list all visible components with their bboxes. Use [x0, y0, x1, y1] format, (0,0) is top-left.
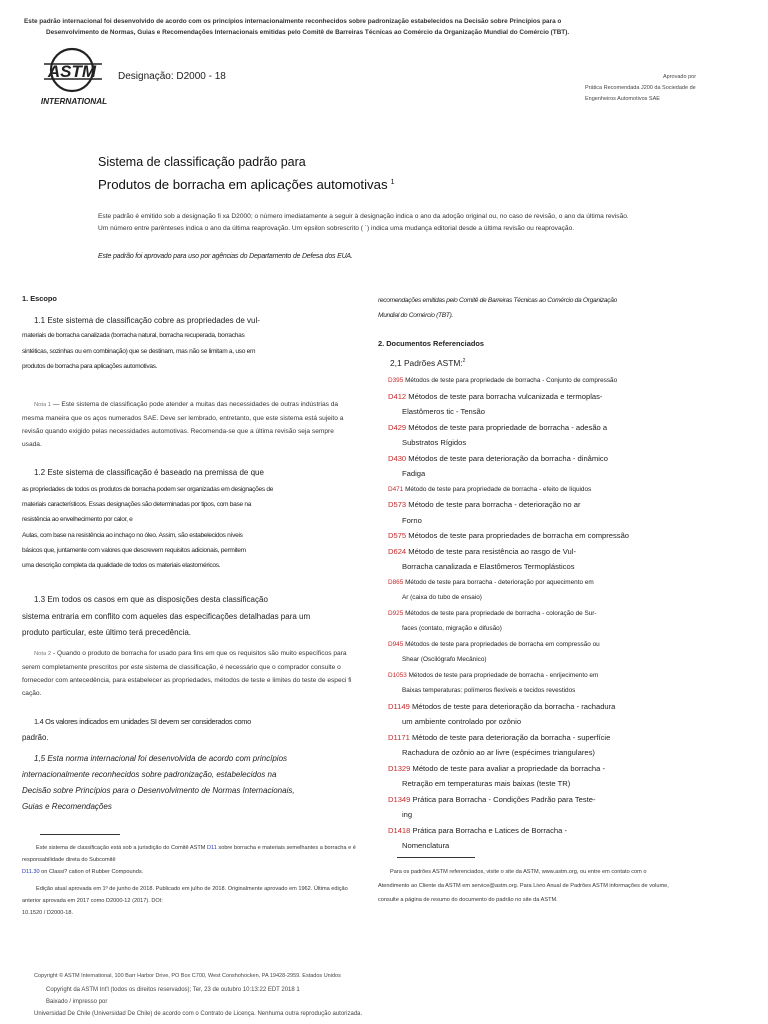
title-line2: Produtos de borracha em aplicações automotivas $^1$ — [98, 177, 395, 192]
reference-code-link[interactable]: D865 — [388, 578, 406, 586]
para-1-5-cont-line1: recomendações emitidas pelo Comitê de Barreiras Técnicas ao Comércio da Organização — [378, 297, 617, 304]
reference-item — [388, 373, 718, 389]
reference-code-link[interactable]: D1329 — [388, 763, 413, 773]
para-1-5-line4: Guias e Recomendações — [22, 802, 112, 811]
reference-title: Prática para Borracha - Condições Padrão para Teste- — [412, 794, 596, 804]
logo-letters: ASTM — [47, 62, 97, 81]
footnote-2-line2: Atendimento ao Cliente da ASTM em service@astm.org. Para Livro Anual de Padrões ASTM informações de volume, — [378, 883, 669, 889]
para-1-2-line7: uma descrição completa da qualidade de todos os materiais elastoméricos. — [22, 562, 221, 569]
reference-title: Elastômeros tic - Tensão — [402, 407, 486, 416]
para-1-2-line6: básicos que, juntamente com valores que descrevem requisitos adicionais, permitem — [22, 547, 246, 554]
reference-title: Método de teste para avaliar a propriedade da borracha - — [412, 763, 605, 773]
para-1-4-line1: 1.4 Os valores indicados em unidades SI devem ser considerados como — [34, 717, 251, 726]
reference-code-link[interactable]: D925 — [388, 609, 406, 617]
reference-code-link[interactable]: D1053 — [388, 671, 409, 679]
top-notice — [24, 16, 744, 38]
para-1-2-line5: Aulas, com base na resistência ao inchaço no óleo. Assim, são estabelecidos níveis — [22, 532, 243, 539]
top-notice-line1: Este padrão internacional foi desenvolvido de acordo com os princípios internacionalmente reconhecidos sobre padronização estabelecidos na Decisão sobre Princípios para o — [24, 18, 562, 25]
reference-title: Método de teste para borracha - deterioração por aquecimento em — [405, 578, 594, 586]
reference-title: Prática para Borracha e Latices de Borracha - — [412, 825, 567, 835]
reference-code-link[interactable]: D412 — [388, 391, 409, 401]
reference-title: Borracha canalizada e Elastômeros Termoplásticos — [402, 562, 575, 571]
para-1-3-line3: produto particular, este último terá precedência. — [22, 628, 191, 637]
para-1-4-line2: padrão. — [22, 733, 49, 742]
para-1-5-line1: 1,5 Esta norma internacional foi desenvolvida de acordo com princípios — [34, 754, 288, 763]
footnote-1-edition: Edição atual aprovada em 1º de junho de 2018. Publicado em julho de 2018. Originalmente aprovado em 1962. Última edição anterior aprovada em 2017 como D2000-12 (2017). DOI: — [22, 886, 348, 904]
note-1: Nota 1 — Este sistema de classificação pode atender a muitas das necessidades de outras indústrias da mesma maneira que os aços numerados SAE. Deve ser lembrado, entretanto, que este sistema está sujeito a revisão quando exigido pelas necessidades automotivas. Recomenda-se que a última revisão seja sempre usada. — [22, 401, 344, 448]
reference-item — [388, 544, 718, 575]
reference-item — [388, 497, 718, 528]
reference-item — [388, 420, 718, 451]
reference-title: Métodos de teste para propriedades de borracha em compressão — [408, 531, 630, 540]
reference-title: Métodos de teste para borracha vulcanizada e termoplas- — [408, 391, 603, 401]
reference-title: Método de teste para resistência ao rasgo de Vul- — [408, 546, 576, 556]
reference-title: Método de teste para propriedade de borracha - efeito de líquidos — [405, 485, 592, 493]
copyright: Copyright © ASTM International, 100 Barr Harbor Drive, PO Box C700, West Conshohocken, PA 19428-2959. Estados Unidos — [34, 973, 341, 979]
reference-code-link[interactable]: D945 — [388, 640, 406, 648]
reference-title: Métodos de teste para deterioração da borracha - rachadura — [411, 701, 616, 711]
reference-title: Baixas temperaturas: polímeros flexíveis e tecidos revestidos — [402, 687, 576, 694]
reference-item — [388, 451, 718, 482]
reference-title: Método de teste para borracha - deterioração no ar — [408, 500, 581, 509]
reference-title: Métodos de teste para propriedades de borracha em compressão ou — [405, 640, 600, 648]
para-1-1-line2: materiais de borracha canalizada (borracha natural, borracha recuperada, borrachas — [22, 332, 245, 339]
footnote-1: Este sistema de classificação está sob a jurisdição do Comitê ASTM D11 sobre borracha e materiais semelhantes a borracha e é responsabilidade direta do Subcomitê D11.30 on Classi? cation of Rubber Compounds. — [22, 845, 356, 875]
reference-code-link[interactable]: D624 — [388, 546, 409, 556]
footnote-2-line1: Para os padrões ASTM referenciados, visite o site da ASTM, www.astm.org, ou entre em contato com o — [390, 869, 647, 875]
footnote-2-line3: consulte a página de resumo do documento do padrão no site da ASTM. — [378, 897, 558, 903]
footnote-1-doi: 10.1520 / D2000-18. — [22, 910, 74, 916]
license-stamp: Copyright da ASTM Int'l (todos os direitos reservados); Ter, 23 de outubro 10:13:22 EDT 2018 1 — [46, 987, 300, 993]
reference-title: ing — [402, 810, 413, 819]
reference-title: Forno — [402, 515, 422, 525]
note-2-label: Nota 2 — [34, 651, 52, 657]
section-1-heading: 1. Escopo — [22, 294, 57, 303]
reference-title: Métodos de teste para propriedade de borracha - coloração de Sur- — [405, 609, 597, 617]
dod-notice: Este padrão foi aprovado para uso por agências do Departamento de Defesa dos EUA. — [98, 253, 353, 260]
reference-item — [388, 761, 718, 792]
reference-item — [388, 528, 718, 544]
title-line1: Sistema de classificação padrão para — [98, 155, 306, 169]
reference-item — [388, 699, 718, 730]
reference-code-link[interactable]: D471 — [388, 485, 406, 493]
para-1-1-line1: 1.1 Este sistema de classificação cobre as propriedades de vul- — [34, 316, 260, 325]
reference-title: um ambiente controlado por ozônio — [402, 717, 522, 726]
reference-code-link[interactable]: D1171 — [388, 732, 412, 742]
license-holder: Universidad De Chile (Universidad De Chile) de acordo com o Contrato de Licença. Nenhuma outra reprodução autorizada. — [34, 1011, 363, 1017]
link-d11-30[interactable]: D11.30 — [22, 869, 40, 875]
reference-item — [388, 730, 718, 761]
reference-title: Métodos de teste para propriedade de borracha - Conjunto de compressão — [405, 377, 618, 384]
para-1-3-line1: 1.3 Em todos os casos em que as disposições desta classificação — [34, 595, 268, 604]
reference-title: Substratos Rígidos — [402, 438, 467, 447]
top-notice-line2: Desenvolvimento de Normas, Guias e Recomendações Internacionais emitidas pelo Comitê de Barreiras Técnicas ao Comércio da Organização Mundial do Comércio (TBT). — [46, 29, 570, 36]
reference-item — [388, 668, 718, 699]
note-1-label: Nota 1 — [34, 402, 52, 408]
reference-code-link[interactable]: D1418 — [388, 825, 413, 835]
para-1-2-line4: resistência ao envelhecimento por calor, e — [22, 516, 133, 523]
reference-title: Retração em temperaturas mais baixas (teste TR) — [402, 779, 571, 788]
para-1-1-line3: sintéticas, sozinhas ou em combinação) que se destinam, mas não se limitam a, uso em — [22, 348, 256, 355]
footnote-divider-left — [40, 834, 120, 835]
para-1-5-cont-line2: Mundial do Comércio (TBT). — [378, 312, 454, 319]
referenced-documents-list — [388, 373, 718, 854]
para-1-1-line4: produtos de borracha para aplicações automotivas. — [22, 363, 158, 370]
reference-item — [388, 637, 718, 668]
astm-logo — [36, 46, 116, 108]
reference-title: Métodos de teste para propriedade de borracha - enrijecimento em — [408, 671, 599, 679]
reference-item — [388, 792, 718, 823]
reference-title: Shear (Oscilógrafo Mecânico) — [402, 656, 487, 663]
reference-title: Nomenclatura — [402, 841, 450, 850]
note-2: Nota 2 - Quando o produto de borracha for usado para fins em que os requisitos são muito específicos para serem completamente prescritos por este sistema de classificação, é necessário que o comprador consulte o fornecedor com antecedência, para estabelecer as propriedades, métodos de teste e limites do teste de especi fi cação. — [22, 650, 352, 697]
reference-title: Ar (caixa do tubo de ensaio) — [402, 594, 482, 601]
reference-item — [388, 389, 718, 420]
para-1-5-line2: internacionalmente reconhecidos sobre padronização, estabelecidos na — [22, 770, 277, 779]
designation: Designação: D2000 - 18 — [118, 71, 226, 82]
section-2-1-heading: 2,1 Padrões ASTM:$^2$ — [390, 358, 466, 368]
reference-item — [388, 482, 718, 498]
reference-title: Rachadura de ozônio ao ar livre (espécimes triangulares) — [402, 748, 595, 757]
reference-title: Fadiga — [402, 469, 426, 478]
reference-code-link[interactable]: D573 — [388, 500, 409, 509]
abstract: Este padrão é emitido sob a designação fi xa D2000; o número imediatamente a seguir à designação indica o ano da adoção original ou, no caso de revisão, o ano da última revisão. Um número entre parênteses indica o ano da última reaprovação. Um epsilon sobrescrito ( ´) indica uma mudança editorial desde a última revisão ou reaprovação. — [98, 213, 629, 232]
para-1-3-line2: sistema entraria em conflito com aqueles das especificações detalhadas para um — [22, 612, 311, 621]
para-1-5-line3: Decisão sobre Princípios para o Desenvolvimento de Normas Internacionais, — [22, 786, 295, 795]
link-d11[interactable]: D11 — [207, 845, 217, 851]
logo-caption: INTERNATIONAL — [40, 97, 108, 106]
reference-item — [388, 575, 718, 606]
para-1-2-line2: as propriedades de todos os produtos de borracha podem ser organizadas em designações de — [22, 486, 274, 493]
reference-code-link[interactable]: D395 — [388, 377, 406, 384]
para-1-2-line1: 1.2 Este sistema de classificação é baseado na premissa de que — [34, 468, 264, 477]
reference-code-link[interactable]: D429 — [388, 422, 409, 432]
reference-title: Métodos de teste para deterioração da borracha - dinâmico — [408, 453, 608, 463]
reference-title: Métodos de teste para propriedade de borracha - adesão a — [408, 422, 608, 432]
downloaded-by: Baixado / impresso por — [46, 999, 108, 1005]
approval-note: Aprovado por Prática Recomendada J200 da Sociedade de Engenheiros Automotivos SAE — [585, 74, 697, 102]
reference-code-link[interactable]: D575 — [388, 531, 409, 540]
title-footnote-marker: 1 — [390, 178, 395, 186]
reference-item — [388, 823, 718, 854]
para-1-2-line3: materiais característicos. Essas designações são determinadas por tipos, com base na — [22, 501, 252, 508]
reference-code-link[interactable]: D1349 — [388, 794, 413, 804]
reference-code-link[interactable]: D430 — [388, 453, 409, 463]
reference-item — [388, 606, 718, 637]
section-2-heading: 2. Documentos Referenciados — [378, 339, 484, 348]
reference-title: faces (contato, migração e difusão) — [402, 625, 502, 632]
reference-code-link[interactable]: D1149 — [388, 701, 412, 711]
reference-title: Método de teste para deterioração da borracha - superfície — [411, 732, 611, 742]
footnote-divider-right — [397, 857, 475, 858]
